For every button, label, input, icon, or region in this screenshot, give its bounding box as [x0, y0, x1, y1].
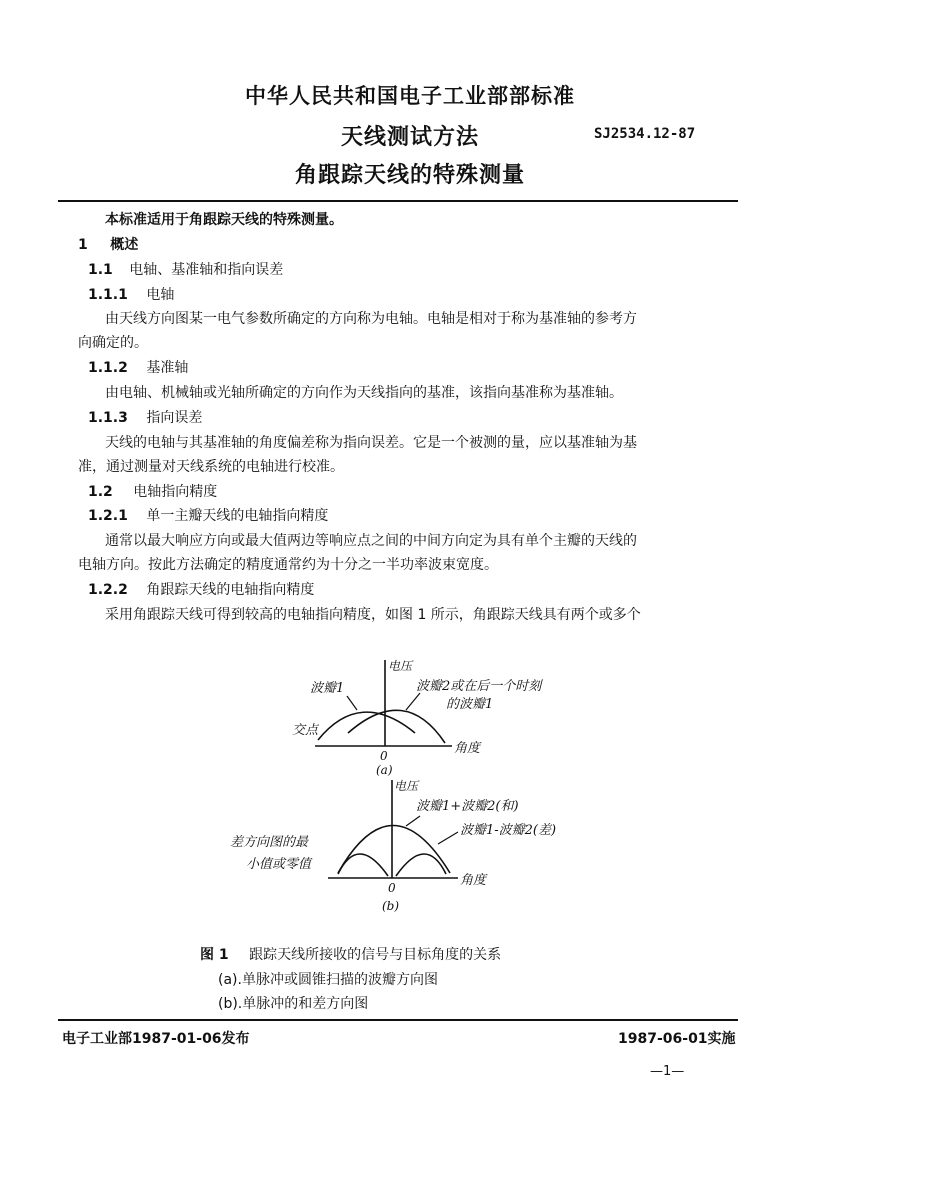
- effective-date: 1987-06-01实施: [618, 1031, 736, 1047]
- null-label-line-2: 小值或零值: [246, 857, 312, 872]
- sum-label: 波瓣1+波瓣2(和): [416, 799, 519, 814]
- paragraph-line: 向确定的。: [78, 335, 148, 351]
- null-label: 差方向图的最: [230, 835, 309, 850]
- section-1-1-2-heading: [88, 358, 188, 378]
- section-number: 1.1.2: [88, 360, 128, 376]
- paragraph-line: 通常以最大响应方向或最大值两边等响应点之间的中间方向定为具有单个主瓣的天线的: [105, 533, 637, 549]
- section-number: 1.1.3: [88, 410, 128, 426]
- lobe-1-label: 波瓣1: [310, 681, 345, 696]
- section-1-1-1-heading: [88, 285, 174, 305]
- crossover-label: 交点: [292, 723, 319, 738]
- difference-pattern-left: [338, 854, 388, 876]
- section-title: 基准轴: [146, 360, 189, 376]
- footer-divider: [58, 1019, 738, 1021]
- sum-pattern-curve: [338, 826, 450, 874]
- section-1-1-heading: [88, 260, 283, 280]
- origin-label: 0: [388, 881, 396, 895]
- angle-label: 角度: [454, 741, 481, 756]
- scope-paragraph: 本标准适用于角跟踪天线的特殊测量。: [105, 212, 343, 228]
- figure-number: 图 1: [200, 947, 229, 963]
- diagram-b: [328, 780, 458, 878]
- paragraph-line: 由电轴、机械轴或光轴所确定的方向作为天线指向的基准，该指向基准称为基准轴。: [105, 385, 623, 401]
- leader-line: [406, 693, 420, 710]
- document-title: 天线测试方法: [340, 125, 479, 150]
- angle-label: 角度: [460, 873, 487, 888]
- standard-number: SJ2534.12-87: [594, 126, 696, 142]
- section-title: 电轴: [146, 287, 175, 303]
- section-title: 指向误差: [146, 410, 203, 426]
- section-1-heading: [78, 235, 138, 255]
- issuing-authority: 中华人民共和国电子工业部部标准: [245, 84, 575, 108]
- document-subtitle: 角跟踪天线的特殊测量: [294, 163, 525, 188]
- leader-line: [406, 816, 420, 826]
- lobe-2-label: 波瓣2或在后一个时刻: [416, 679, 542, 694]
- section-title: 电轴、基准轴和指向误差: [129, 262, 284, 278]
- figure-title: 跟踪天线所接收的信号与目标角度的关系: [249, 947, 502, 963]
- section-number: 1.2.2: [88, 582, 128, 598]
- section-title: 角跟踪天线的电轴指向精度: [146, 582, 315, 598]
- page-number: —1—: [650, 1064, 685, 1079]
- section-number: 1.2: [88, 484, 113, 500]
- section-title: 概述: [110, 237, 139, 253]
- figure-caption: [200, 944, 501, 964]
- diagram-a-caption: (a): [376, 763, 393, 777]
- voltage-label: 电压: [388, 659, 413, 673]
- paragraph-line: 准，通过测量对天线系统的电轴进行校准。: [78, 459, 344, 475]
- leader-line: [438, 832, 458, 844]
- issue-date: 电子工业部1987-01-06发布: [62, 1031, 250, 1047]
- lobe-2-label-line-2: 的波瓣1: [446, 697, 494, 712]
- origin-label: 0: [380, 749, 388, 763]
- figure-1-diagram: [220, 648, 640, 938]
- section-number: 1: [78, 237, 88, 253]
- paragraph-line: 由天线方向图某一电气参数所确定的方向称为电轴。电轴是相对于称为基准轴的参考方: [105, 311, 637, 327]
- section-number: 1.1.1: [88, 287, 128, 303]
- figure-subcaption-a: (a).单脉冲或圆锥扫描的波瓣方向图: [218, 972, 438, 988]
- header-divider: [58, 200, 738, 202]
- diagram-a: [315, 660, 452, 746]
- section-number: 1.1: [88, 262, 113, 278]
- section-number: 1.2.1: [88, 508, 128, 524]
- paragraph-line: 天线的电轴与其基准轴的角度偏差称为指向误差。它是一个被测的量，应以基准轴为基: [105, 435, 637, 451]
- diagram-b-caption: (b): [382, 899, 400, 913]
- section-1-2-2-heading: [88, 580, 314, 600]
- section-1-2-heading: [88, 482, 217, 502]
- figure-subcaption-b: (b).单脉冲的和差方向图: [218, 996, 369, 1012]
- section-1-1-3-heading: [88, 408, 202, 428]
- section-1-2-1-heading: [88, 506, 328, 526]
- leader-line: [347, 696, 357, 710]
- voltage-label: 电压: [394, 779, 419, 793]
- section-title: 单一主瓣天线的电轴指向精度: [146, 508, 329, 524]
- difference-label: 波瓣1-波瓣2(差): [460, 823, 557, 838]
- section-title: 电轴指向精度: [133, 484, 218, 500]
- lobe-2-curve: [348, 710, 445, 743]
- paragraph-line: 电轴方向。按此方法确定的精度通常约为十分之一半功率波束宽度。: [78, 557, 498, 573]
- paragraph-line: 采用角跟踪天线可得到较高的电轴指向精度，如图 1 所示，角跟踪天线具有两个或多个: [105, 607, 641, 623]
- lobe-1-curve: [318, 712, 415, 740]
